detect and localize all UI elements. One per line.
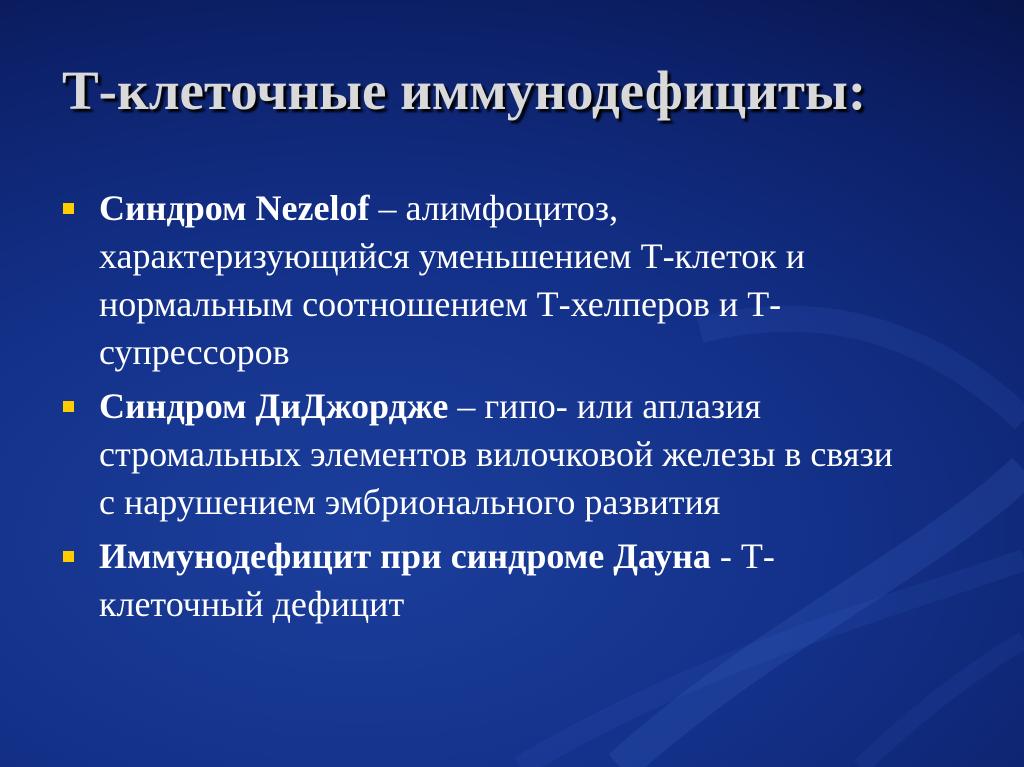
square-bullet-icon — [63, 401, 74, 412]
bullet-lead-text: Иммунодефицит при синдроме Дауна — [99, 536, 711, 576]
bullet-item-down-syndrome — [62, 532, 912, 628]
bullet-item-nezelof — [62, 184, 912, 376]
slide-title: Т-клеточные иммунодефициты: — [62, 60, 867, 121]
bullet-body-text: - Т-клеточный дефицит — [99, 536, 775, 624]
bullet-lead-text: Синдром Nezelof — [99, 188, 370, 228]
bullet-body-text: – алимфоцитоз, характеризующийся уменьшением Т-клеток и нормальным соотношением Т-хелперов и Т-супрессоров — [99, 188, 806, 372]
bullet-body-text: – гипо- или аплазия стромальных элементов вилочковой железы в связи с нарушением эмбрионального развития — [99, 386, 893, 522]
square-bullet-icon — [63, 551, 74, 562]
bullet-list — [62, 184, 912, 634]
bullet-lead-text: Синдром ДиДжордже — [99, 386, 449, 426]
square-bullet-icon — [63, 203, 74, 214]
bullet-item-digeorge — [62, 382, 912, 526]
